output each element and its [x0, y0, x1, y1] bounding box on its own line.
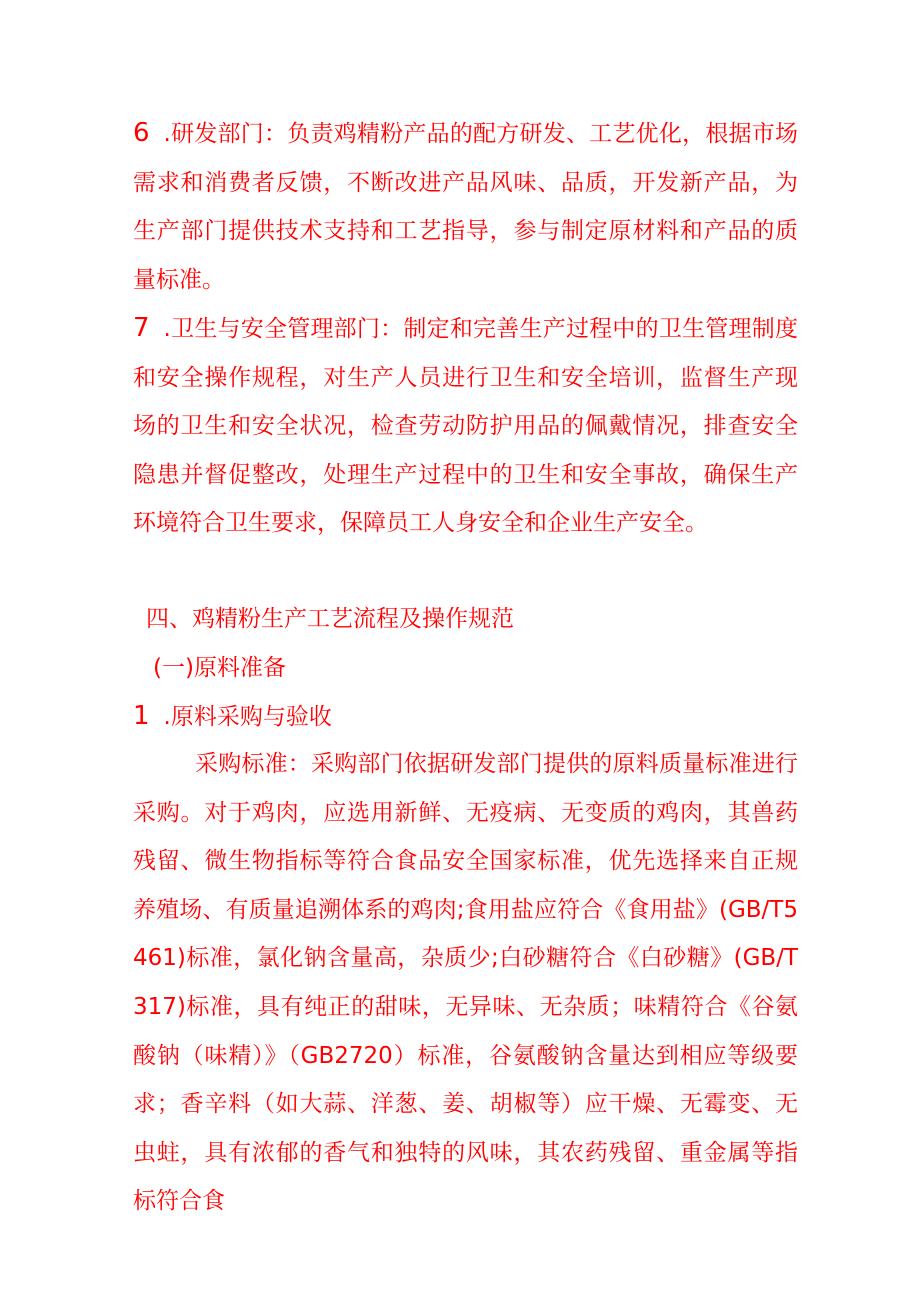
item-1-number: 1: [133, 701, 150, 731]
item-6-number: 6: [133, 118, 150, 148]
item-1-heading: [133, 692, 798, 742]
item-6-paragraph: [133, 109, 798, 304]
item-7-paragraph: [133, 304, 798, 548]
subsection-heading: (一)原料准备: [153, 655, 286, 681]
section-heading: 四、鸡精粉生产工艺流程及操作规范: [146, 606, 514, 632]
item-6-text: .研发部门：负责鸡精粉产品的配方研发、工艺优化，根据市场需求和消费者反馈，不断改进产品风味、品质，开发新产品，为生产部门提供技术支持和工艺指导，参与制定原材料和产品的质量标准。: [133, 121, 798, 293]
item-7-text: .卫生与安全管理部门：制定和完善生产过程中的卫生管理制度和安全操作规程，对生产人员进行卫生和安全培训，监督生产现场的卫生和安全状况，检查劳动防护用品的佩戴情况，排查安全隐患并督促整改，处理生产过程中的卫生和安全事故，确保生产环境符合卫生要求，保障员工人身安全和企业生产安全。: [133, 316, 798, 537]
procurement-paragraph: 采购标准：采购部门依据研发部门提供的原料质量标准进行采购。对于鸡肉，应选用新鲜、无疫病、无变质的鸡肉，其兽药残留、微生物指标等符合食品安全国家标准，优先选择来自正规养殖场、有质量追溯体系的鸡肉;食用盐应符合《食用盐》(GB/T5461)标准，氯化钠含量高，杂质少;白砂糖符合《白砂糖》(GB/T317)标准，具有纯正的甜味，无异味、无杂质；味精符合《谷氨酸钠（味精）》（GB2720）标准，谷氨酸钠含量达到相应等级要求；香辛料（如大蒜、洋葱、姜、胡椒等）应干燥、无霉变、无虫蛀，具有浓郁的香气和独特的风味，其农药残留、重金属等指标符合食: [133, 751, 798, 1215]
item-7-number: 7: [133, 313, 150, 343]
item-1-text: .原料采购与验收: [163, 704, 332, 730]
